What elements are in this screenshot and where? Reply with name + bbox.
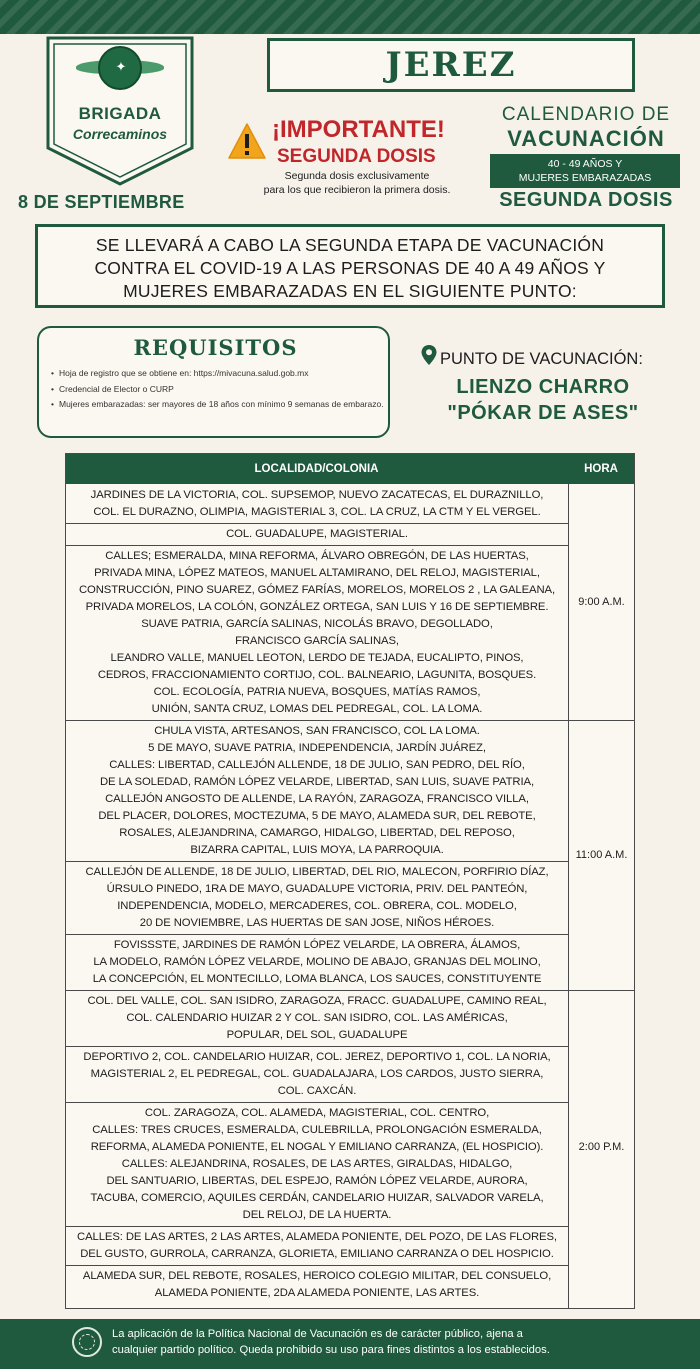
row-text-line: FRANCISCO GARCÍA SALINAS,	[235, 635, 399, 647]
row-text-line: DEL SANTUARIO, LIBERTAS, DEL ESPEJO, RAMÓN LÓPEZ VELARDE, AURORA,	[106, 1175, 528, 1187]
vaccination-point-name: LIENZO CHARRO	[456, 376, 630, 398]
row-text-line: MAGISTERIAL 2, EL PEDREGAL, COL. GUADALAJARA, LOS CARDOS, JUSTO SIERRA,	[90, 1068, 544, 1080]
schedule-row	[66, 487, 568, 521]
logo-star-icon: ✦	[115, 59, 127, 74]
time-slot: 11:00 A.M.	[575, 849, 628, 861]
row-text-line: DEL PLACER, DOLORES, MOCTEZUMA, 5 DE MAYO, ALAMEDA SUR, DEL REBOTE,	[98, 810, 536, 822]
age-group-line2: MUJERES EMBARAZADAS	[518, 172, 652, 184]
row-text-line: LA MODELO, RAMÓN LÓPEZ VELARDE, MOLINO DE ABAJO, GRANJAS DEL MOLINO,	[93, 956, 541, 968]
schedule-header	[66, 454, 634, 484]
row-text-line: TACUBA, COMERCIO, AQUILES CERDÁN, CANDELARIO HUIZAR, SALVADOR VARELA,	[90, 1192, 544, 1204]
row-text-line: CHULA VISTA, ARTESANOS, SAN FRANCISCO, COL LA LOMA.	[154, 725, 480, 737]
row-separator	[66, 934, 568, 935]
dose-note-line1: Segunda dosis exclusivamente	[284, 170, 430, 182]
brand-subname: Correcaminos	[72, 126, 168, 142]
column-header-time: HORA	[584, 463, 618, 475]
schedule-row	[66, 1049, 568, 1100]
row-text-line: JARDINES DE LA VICTORIA, COL. SUPSEMOP, NUEVO ZACATECAS, EL DURAZNILLO,	[90, 489, 544, 501]
important-title: ¡IMPORTANTE!	[272, 116, 445, 143]
row-text-line: COL. CAXCÁN.	[277, 1085, 357, 1097]
row-text-line: CALLES: DE LAS ARTES, 2 LAS ARTES, ALAMEDA PONIENTE, DEL POZO, DE LAS FLORES,	[77, 1231, 557, 1243]
schedule-table	[65, 453, 635, 1309]
schedule-row	[66, 723, 568, 859]
row-text-line: CONSTRUCCIÓN, PINO SUAREZ, GÓMEZ FARÍAS, MORELOS, MORELOS 2 , LA GALEANA,	[78, 584, 556, 596]
dose-note-line2: para los que recibieron la primera dosis.	[263, 184, 451, 196]
top-decorative-band	[0, 0, 700, 34]
time-slot: 2:00 P.M.	[578, 1141, 625, 1153]
requirements-list	[51, 368, 386, 415]
row-text-line: FOVISSSTE, JARDINES DE RAMÓN LÓPEZ VELARDE, LA OBRERA, ÁLAMOS,	[113, 939, 521, 951]
row-separator	[66, 1046, 568, 1047]
row-text-line: PRIVADA MORELOS, LA COLÓN, GONZÁLEZ ORTEGA, SAN LUIS Y 16 DE SEPTIEMBRE.	[85, 601, 549, 613]
row-text-line: LA CONCEPCIÓN, EL MONTECILLO, LOMA BLANCA, LOS SAUCES, CONSTITUYENTE	[92, 973, 542, 985]
age-group-badge	[490, 154, 680, 188]
seal-inner-ring	[79, 1334, 95, 1350]
row-text-line: CALLES: ALEJANDRINA, ROSALES, DE LAS ARTES, GIRALDAS, HIDALGO,	[121, 1158, 513, 1170]
schedule-row	[66, 937, 568, 988]
vaccination-point-name-2: "PÓKAR DE ASES"	[447, 402, 639, 424]
calendar-title-line2: VACUNACIÓN	[507, 126, 665, 151]
warning-icon	[227, 122, 267, 160]
row-text-line: UNIÓN, SANTA CRUZ, LOMAS DEL PEDREGAL, COL. LA LOMA.	[151, 703, 483, 715]
schedule-row	[66, 1105, 568, 1224]
row-text-line: CALLES: LIBERTAD, CALLEJÓN ALLENDE, 18 DE JULIO, SAN PEDRO, DEL RÍO,	[109, 759, 525, 771]
row-text-line: ÚRSULO PINEDO, 1RA DE MAYO, GUADALUPE VICTORIA, PRIV. DEL PANTEÓN,	[106, 883, 528, 895]
row-text-line: LEANDRO VALLE, MANUEL LEOTON, LERDO DE TEJADA, EUCALIPTO, PINOS,	[110, 652, 524, 664]
group-separator	[66, 720, 634, 721]
announcement-line: SE LLEVARÁ A CABO LA SEGUNDA ETAPA DE VACUNACIÓN	[95, 235, 605, 255]
row-separator	[66, 1265, 568, 1266]
row-text-line: SUAVE PATRIA, GARCÍA SALINAS, NICOLÁS BRAVO, DEGOLLADO,	[141, 618, 493, 630]
footer	[0, 1319, 700, 1369]
brigada-badge	[46, 36, 194, 186]
schedule-row	[66, 526, 568, 543]
requirements-title: REQUISITOS	[133, 335, 298, 360]
schedule-row	[66, 864, 568, 932]
row-text-line: DE LA SOLEDAD, RAMÓN LÓPEZ VELARDE, LIBERTAD, SAN LUIS, SUAVE PATRIA,	[99, 776, 534, 788]
row-text-line: CALLEJÓN DE ALLENDE, 18 DE JULIO, LIBERTAD, DEL RIO, MALECON, PORFIRIO DÍAZ,	[85, 866, 549, 878]
announcement-line: MUJERES EMBARAZADAS EN EL SIGUIENTE PUNTO:	[123, 281, 577, 301]
schedule-row	[66, 1268, 568, 1302]
vaccination-point-label: PUNTO DE VACUNACIÓN:	[440, 350, 643, 368]
row-text-line: COL. ECOLOGÍA, PATRIA NUEVA, BOSQUES, MATÍAS RAMOS,	[153, 686, 481, 698]
row-text-line: ALAMEDA PONIENTE, 2DA ALAMEDA PONIENTE, LAS ARTES.	[154, 1287, 480, 1299]
column-header-location: LOCALIDAD/COLONIA	[254, 463, 379, 475]
calendar-dose: SEGUNDA DOSIS	[499, 189, 673, 211]
row-separator	[66, 545, 568, 546]
row-text-line: PRIVADA MINA, LÓPEZ MATEOS, MANUEL ALTAMIRANO, DEL RELOJ, MAGISTERIAL,	[94, 567, 540, 579]
important-subtitle: SEGUNDA DOSIS	[277, 146, 436, 167]
row-text-line: INDEPENDENCIA, MODELO, MERCADERES, COL. OBRERA, COL. MODELO,	[117, 900, 517, 912]
requirements-box	[37, 326, 390, 438]
row-separator	[66, 523, 568, 524]
announcement-box	[35, 224, 665, 308]
row-text-line: CALLEJÓN ANGOSTO DE ALLENDE, LA RAYÓN, ZARAGOZA, FRANCISCO VILLA,	[105, 793, 529, 805]
row-text-line: COL. EL DURAZNO, OLIMPIA, MAGISTERIAL 3, COL. LA CRUZ, LA CTM Y EL VERGEL.	[93, 506, 541, 518]
city-title: JEREZ	[267, 38, 635, 92]
row-separator	[66, 861, 568, 862]
row-separator	[66, 1226, 568, 1227]
row-text-line: COL. ZARAGOZA, COL. ALAMEDA, MAGISTERIAL, COL. CENTRO,	[144, 1107, 490, 1119]
requirement-item: • Hoja de registro que se obtiene en: https://mivacuna.salud.gob.mx	[51, 368, 386, 379]
row-text-line: ROSALES, ALEJANDRINA, CAMARGO, HIDALGO, LIBERTAD, DEL REPOSO,	[119, 827, 515, 839]
row-text-line: 5 DE MAYO, SUAVE PATRIA, INDEPENDENCIA, JARDÍN JUÁREZ,	[148, 742, 486, 754]
time-slot: 9:00 A.M.	[578, 596, 625, 608]
seal-icon	[72, 1327, 102, 1357]
row-text-line: BIZARRA CAPITAL, LUIS MOYA, LA PARROQUIA.	[190, 844, 444, 856]
calendar-title-line1: CALENDARIO DE	[501, 104, 671, 125]
schedule-row	[66, 1229, 568, 1263]
footer-disclaimer-line2: cualquier partido político. Queda prohibido su uso para fines distintos a los establecidos.	[112, 1344, 550, 1356]
row-text-line: DEL GUSTO, GURROLA, CARRANZA, GLORIETA, EMILIANO CARRANZA O DEL HOSPICIO.	[80, 1248, 554, 1260]
age-group-line1: 40 - 49 AÑOS Y	[547, 158, 623, 170]
row-text-line: CALLES: TRES CRUCES, ESMERALDA, CULEBRILLA, PROLONGACIÓN ESMERALDA,	[92, 1124, 542, 1136]
requirement-item: • Mujeres embarazadas: ser mayores de 18 años con mínimo 9 semanas de embarazo.	[51, 399, 386, 410]
row-text-line: CALLES; ESMERALDA, MINA REFORMA, ÁLVARO OBREGÓN, DE LAS HUERTAS,	[105, 550, 529, 562]
row-text-line: DEPORTIVO 2, COL. CANDELARIO HUIZAR, COL. JEREZ, DEPORTIVO 1, COL. LA NORIA,	[83, 1051, 551, 1063]
row-text-line: COL. GUADALUPE, MAGISTERIAL.	[226, 528, 408, 540]
row-text-line: COL. CALENDARIO HUIZAR 2 Y COL. SAN ISIDRO, COL. LAS AMÉRICAS,	[126, 1012, 508, 1024]
group-separator	[66, 990, 634, 991]
footer-disclaimer-line1: La aplicación de la Política Nacional de Vacunación es de carácter público, ajena a	[112, 1328, 523, 1340]
location-pin-icon	[420, 344, 438, 366]
row-text-line: ALAMEDA SUR, DEL REBOTE, ROSALES, HEROICO COLEGIO MILITAR, DEL CONSUELO,	[82, 1270, 552, 1282]
row-separator	[66, 1102, 568, 1103]
brand-name: BRIGADA	[78, 104, 162, 123]
schedule-row	[66, 993, 568, 1044]
row-text-line: DEL RELOJ, DE LA HUERTA.	[242, 1209, 392, 1221]
row-text-line: POPULAR, DEL SOL, GUADALUPE	[226, 1029, 408, 1041]
event-date: 8 DE SEPTIEMBRE	[18, 192, 185, 212]
announcement-line: CONTRA EL COVID-19 A LAS PERSONAS DE 40 A 49 AÑOS Y	[94, 258, 606, 278]
row-text-line: COL. DEL VALLE, COL. SAN ISIDRO, ZARAGOZA, FRACC. GUADALUPE, CAMINO REAL,	[87, 995, 547, 1007]
schedule-row	[66, 548, 568, 718]
row-text-line: CEDROS, FRACCIONAMIENTO CORTIJO, COL. BALNEARIO, LAGUNITA, BOSQUES.	[97, 669, 537, 681]
requirement-item: • Credencial de Elector o CURP	[51, 384, 386, 395]
row-text-line: REFORMA, ALAMEDA PONIENTE, EL NOGAL Y EMILIANO CARRANZA, (EL HOSPICIO).	[90, 1141, 544, 1153]
row-text-line: 20 DE NOVIEMBRE, LAS HUERTAS DE SAN JOSE, NIÑOS HÉROES.	[139, 917, 495, 929]
